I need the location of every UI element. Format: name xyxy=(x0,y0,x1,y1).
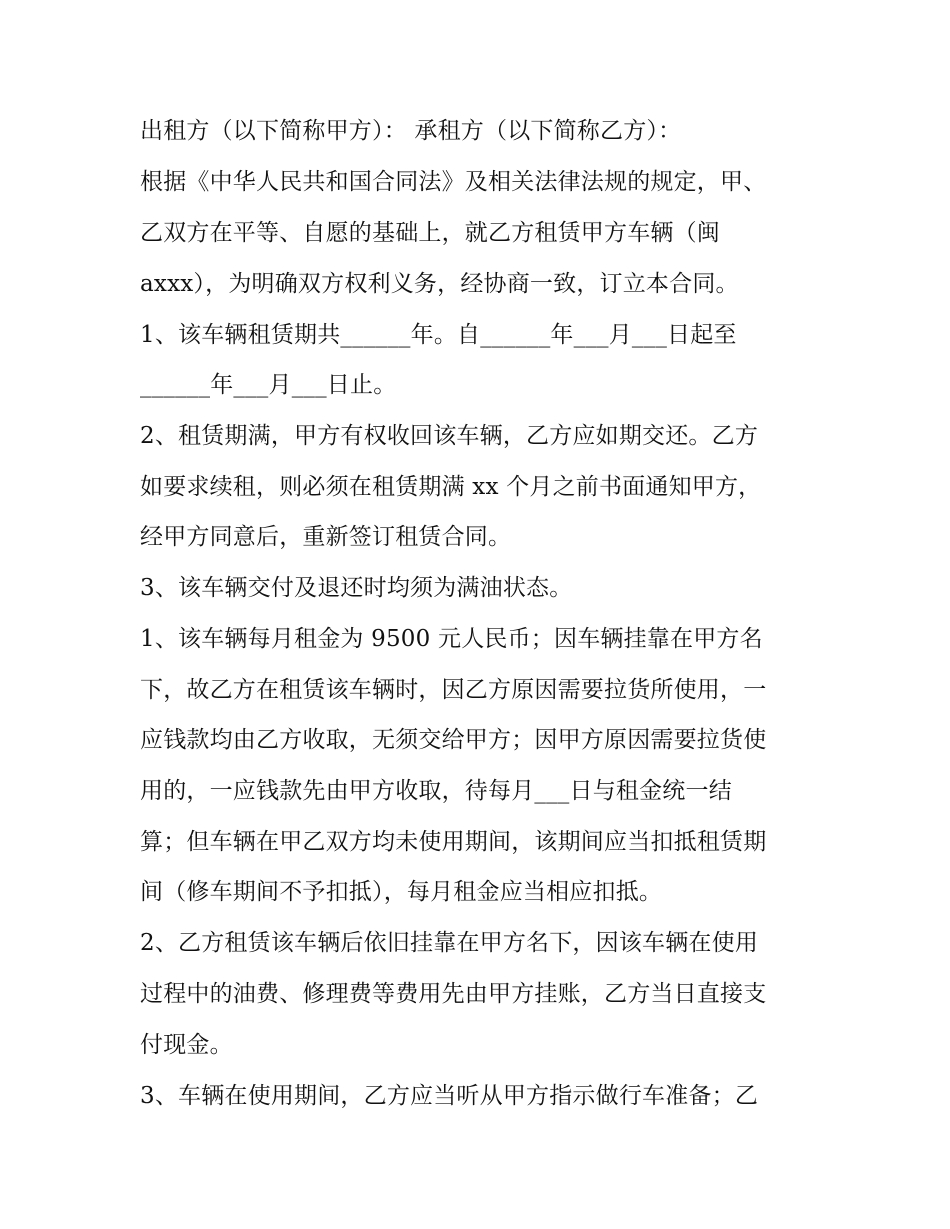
text-line: 2、租赁期满，甲方有权收回该车辆，乙方应如期交还。乙方 xyxy=(140,423,759,449)
text-line: 付现金。 xyxy=(140,1032,233,1058)
text-line: 3、车辆在使用期间，乙方应当听从甲方指示做行车准备；乙 xyxy=(140,1083,759,1109)
text-line: 间（修车期间不予扣抵），每月租金应当相应扣抵。 xyxy=(140,879,663,905)
text-line: 算；但车辆在甲乙双方均未使用期间，该期间应当扣抵租赁期 xyxy=(140,829,767,855)
text-line: 出租方（以下简称甲方）： 承租方（以下简称乙方）： xyxy=(140,118,682,144)
text-line: 应钱款均由乙方收取，无须交给甲方；因甲方原因需要拉货使 xyxy=(140,727,767,753)
text-line: 1、该车辆租赁期共______年。自______年___月___日起至 xyxy=(140,322,737,348)
text-line: ______年___月___日止。 xyxy=(140,372,397,398)
text-line: axxx），为明确双方权利义务，经协商一致，订立本合同。 xyxy=(140,271,739,297)
text-line: 根据《中华人民共和国合同法》及相关法律法规的规定，甲、 xyxy=(140,169,767,195)
text-line: 用的，一应钱款先由甲方收取，待每月___日与租金统一结 xyxy=(140,778,732,804)
text-line: 3、该车辆交付及退还时均须为满油状态。 xyxy=(140,575,573,601)
text-line: 过程中的油费、修理费等费用先由甲方挂账，乙方当日直接支 xyxy=(140,981,767,1007)
text-line: 下，故乙方在租赁该车辆时，因乙方原因需要拉货所使用，一 xyxy=(140,677,767,703)
text-line: 乙双方在平等、自愿的基础上，就乙方租赁甲方车辆（闽 xyxy=(140,220,720,246)
text-line: 2、乙方租赁该车辆后依旧挂靠在甲方名下，因该车辆在使用 xyxy=(140,930,759,956)
text-line: 经甲方同意后，重新签订租赁合同。 xyxy=(140,524,512,550)
text-line: 1、该车辆每月租金为 9500 元人民币；因车辆挂靠在甲方名 xyxy=(140,626,763,652)
text-line: 如要求续租，则必须在租赁期满 xx 个月之前书面通知甲方， xyxy=(140,474,762,500)
